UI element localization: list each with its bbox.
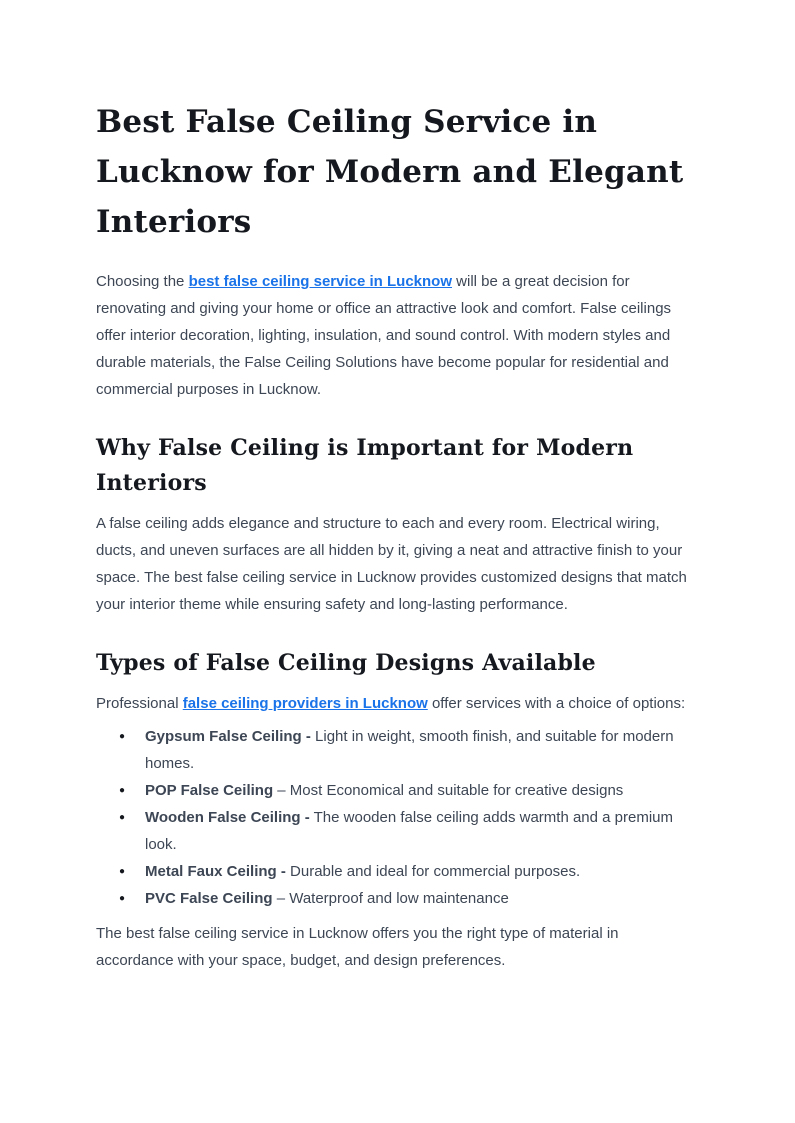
list-item-description: Light in weight, smooth finish, and suitable for modern homes.: [145, 728, 674, 772]
list-item-term: Wooden False Ceiling -: [145, 809, 310, 826]
why-false-ceiling-paragraph: A false ceiling adds elegance and structure to each and every room. Electrical wiring, ducts, and uneven surfaces are all hidden by it, giving a neat and attractive finish to your space. The best false ceiling service in Lucknow provides customized designs that match your interior theme while ensuring safety and long-lasting performance.: [96, 515, 687, 613]
heading-why-false-ceiling: Why False Ceiling is Important for Modern Interiors: [96, 435, 634, 496]
list-item-term: PVC False Ceiling: [145, 890, 273, 907]
list-item: [96, 804, 698, 858]
types-intro-paragraph: [96, 690, 698, 717]
list-item-description: Durable and ideal for commercial purposes.: [285, 863, 581, 880]
providers-link[interactable]: false ceiling providers in Lucknow: [182, 695, 428, 712]
list-item-term: Gypsum False Ceiling -: [145, 728, 311, 745]
types-intro-pre: Professional: [96, 695, 183, 712]
list-item-description: – Most Economical and suitable for creative designs: [273, 782, 624, 799]
list-item-term: POP False Ceiling: [145, 782, 274, 799]
ceiling-types-list: [96, 723, 698, 912]
types-outro-paragraph: The best false ceiling service in Lucknow offers you the right type of material in accordance with your space, budget, and design preferences.: [96, 925, 619, 969]
list-item: [96, 777, 698, 804]
intro-text-post: will be a great decision for renovating and giving your home or office an attractive look and comfort. False ceilings offer interior decoration, lighting, insulation, and sound control. With modern styles and durable materials, the False Ceiling Solutions have become popular for residential and commercial purposes in Lucknow.: [96, 273, 672, 398]
intro-link[interactable]: best false ceiling service in Lucknow: [188, 273, 453, 290]
intro-paragraph: [96, 268, 698, 403]
heading-types-of-designs: Types of False Ceiling Designs Available: [96, 650, 596, 676]
list-item: [96, 885, 698, 912]
intro-text-pre: Choosing the: [96, 273, 189, 290]
list-item-description: – Waterproof and low maintenance: [272, 890, 509, 907]
list-item-description: The wooden false ceiling adds warmth and a premium look.: [145, 809, 674, 853]
document-title: Best False Ceiling Service in Lucknow for Modern and Elegant Interiors: [96, 104, 684, 240]
types-intro-post: offer services with a choice of options:: [427, 695, 686, 712]
list-item: [96, 723, 698, 777]
list-item: [96, 858, 698, 885]
list-item-term: Metal Faux Ceiling -: [145, 863, 286, 880]
